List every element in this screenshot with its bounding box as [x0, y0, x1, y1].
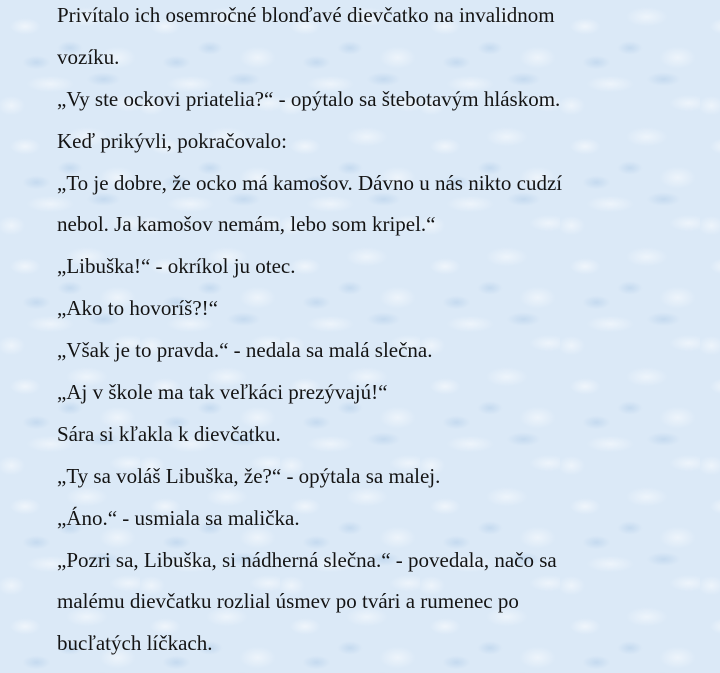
text-line: Sára si kľakla k dievčatku.	[57, 421, 281, 446]
text-line: „Áno.“ - usmiala sa malička.	[57, 505, 300, 530]
text-line: „Ako to hovoríš?!“	[57, 296, 218, 321]
text-line: „Vy ste ockovi priatelia?“ - opýtalo sa štebotavým hláskom.	[57, 86, 561, 111]
text-line: vozíku.	[57, 44, 120, 69]
text-line: Keď prikývli, pokračovalo:	[57, 128, 287, 153]
text-line: nebol. Ja kamošov nemám, lebo som kripel.“	[57, 212, 436, 237]
text-line: „Aj v škole ma tak veľkáci prezývajú!“	[57, 380, 388, 405]
text-line: „Ty sa voláš Libuška, že?“ - opýtala sa malej.	[57, 463, 441, 488]
text-line: „Však je to pravda.“ - nedala sa malá slečna.	[57, 338, 433, 363]
text-line: „Pozri sa, Libuška, si nádherná slečna.“ - povedala, načo sa	[57, 547, 557, 572]
text-line: Privítalo ich osemročné blonďavé dievčatko na invalidnom	[57, 3, 555, 27]
text-line: bucľatých líčkach.	[57, 631, 213, 656]
text-line: „To je dobre, že ocko má kamošov. Dávno u nás nikto cudzí	[57, 170, 563, 195]
text-line: „Libuška!“ - okríkol ju otec.	[57, 254, 296, 279]
text-line: malému dievčatku rozlial úsmev po tvári a rumenec po	[57, 589, 519, 614]
story-text	[57, 0, 707, 670]
